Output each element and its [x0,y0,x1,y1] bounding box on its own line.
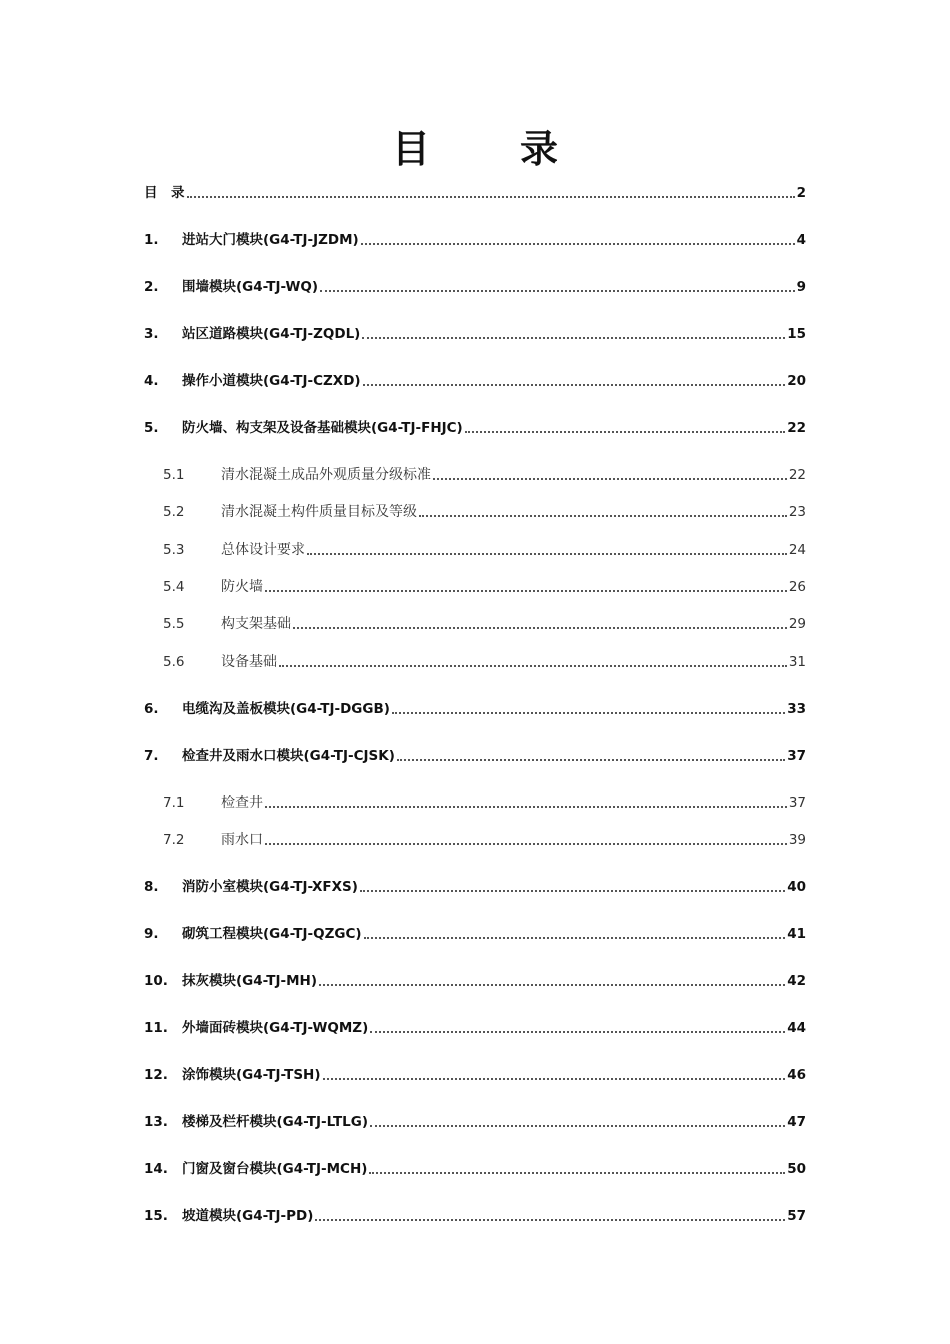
toc-entry-title: 抹灰模块(G4-TJ-MH) [182,973,317,989]
dot-leader [320,289,795,292]
dot-leader [370,1030,785,1033]
toc-entry-page: 40 [787,879,806,895]
toc-entry-page: 37 [787,748,806,764]
dot-leader [265,805,787,808]
toc-entry[interactable] [144,417,806,439]
toc-entry-page: 47 [787,1114,806,1130]
dot-leader [361,242,795,245]
toc-entry-number: 5.6 [163,654,185,670]
toc-entry-title: 坡道模块(G4-TJ-PD) [182,1208,314,1224]
toc-entry-page: 33 [787,701,806,717]
toc-entry[interactable] [144,1205,806,1227]
toc-entry-number: 7.1 [163,795,185,811]
toc-entry-number: 1. [144,232,159,248]
toc-entry-title: 防火墙 [221,579,263,595]
toc-entry-number: 15. [144,1208,168,1224]
dot-leader [293,626,787,629]
toc-entry-page: 46 [787,1067,806,1083]
toc-entry-title: 雨水口 [221,832,263,848]
toc-entry-page: 15 [787,326,806,342]
toc-entry-page: 57 [787,1208,806,1224]
toc-entry[interactable] [144,745,806,767]
toc-entry-title: 检查井及雨水口模块(G4-TJ-CJSK) [182,748,395,764]
toc-entry[interactable] [144,698,806,720]
toc-entry-number: 14. [144,1161,168,1177]
dot-leader [315,1218,785,1221]
dot-leader [323,1077,786,1080]
dot-leader [465,430,785,433]
dot-leader [319,983,785,986]
toc-entry[interactable] [163,576,806,598]
toc-entry-number: 5.5 [163,616,185,632]
dot-leader [392,711,785,714]
toc-entry-page: 31 [788,654,806,670]
dot-leader [362,336,785,339]
toc-entry-page: 2 [796,185,806,201]
toc-entry-title: 总体设计要求 [221,542,305,558]
toc-entry-title: 外墙面砖模块(G4-TJ-WQMZ) [182,1020,369,1036]
dot-leader [307,552,787,555]
toc-entry-number: 13. [144,1114,168,1130]
toc-entry-title: 站区道路模块(G4-TJ-ZQDL) [182,326,361,342]
toc-entry-number: 7. [144,748,159,764]
toc-entry-number: 2. [144,279,159,295]
toc-entry-number: 3. [144,326,159,342]
toc-entry-title: 砌筑工程模块(G4-TJ-QZGC) [182,926,362,942]
dot-leader [265,589,787,592]
dot-leader [369,1171,785,1174]
toc-entry-title: 围墙模块(G4-TJ-WQ) [182,279,319,295]
dot-leader [265,842,787,845]
toc-entry-title: 构支架基础 [221,616,291,632]
toc-entry[interactable] [144,970,806,992]
toc-entry[interactable] [144,1111,806,1133]
dot-leader [370,1124,785,1127]
toc-entry-number: 8. [144,879,159,895]
toc-entry-page: 42 [787,973,806,989]
toc-entry[interactable] [163,501,806,523]
toc-entry-title: 设备基础 [221,654,277,670]
toc-entry[interactable] [144,1064,806,1086]
toc-entry-page: 24 [788,542,806,558]
dot-leader [363,383,786,386]
toc-entry-title: 操作小道模块(G4-TJ-CZXD) [182,373,361,389]
toc-entry-page: 26 [788,579,806,595]
toc-entry-title: 消防小室模块(G4-TJ-XFXS) [182,879,358,895]
toc-entry[interactable] [163,651,806,673]
dot-leader [187,195,795,198]
dot-leader [279,664,787,667]
toc-entry-page: 41 [787,926,806,942]
toc-entry[interactable] [163,829,806,851]
toc-entry-number: 5.1 [163,467,185,483]
toc-entry-page: 29 [788,616,806,632]
toc-entry-page: 20 [787,373,806,389]
dot-leader [364,936,786,939]
toc-entry-number: 6. [144,701,159,717]
toc-entry-page: 37 [788,795,806,811]
toc-entry[interactable] [144,182,806,204]
toc-entry-number: 7.2 [163,832,185,848]
toc-entry[interactable] [144,876,806,898]
toc-entry-title: 防火墙、构支架及设备基础模块(G4-TJ-FHJC) [182,420,463,436]
toc-entry-title: 检查井 [221,795,263,811]
dot-leader [419,514,787,517]
toc-entry-page: 9 [796,279,806,295]
page-title: 目 录 [391,126,584,171]
toc-entry[interactable] [163,539,806,561]
toc-entry-page: 22 [788,467,806,483]
toc-entry-number: 11. [144,1020,168,1036]
toc-entry-number: 5.4 [163,579,185,595]
toc-entry-page: 4 [796,232,806,248]
toc-entry-number: 5.2 [163,504,185,520]
toc-entry-number: 12. [144,1067,168,1083]
toc-entry-page: 22 [787,420,806,436]
toc-entry[interactable] [163,613,806,635]
toc-entry-title: 进站大门模块(G4-TJ-JZDM) [182,232,359,248]
dot-leader [433,477,787,480]
toc-entry[interactable] [163,792,806,814]
toc-entry[interactable] [163,464,806,486]
dot-leader [397,758,785,761]
toc-entry-page: 50 [787,1161,806,1177]
toc-entry-page: 23 [788,504,806,520]
toc-entry-title: 楼梯及栏杆模块(G4-TJ-LTLG) [182,1114,369,1130]
toc-entry-page: 44 [787,1020,806,1036]
toc-entry[interactable] [144,229,806,251]
toc-entry-number: 9. [144,926,159,942]
toc-entry[interactable] [144,923,806,945]
toc-entry-number: 5. [144,420,159,436]
toc-entry-title: 涂饰模块(G4-TJ-TSH) [182,1067,321,1083]
toc-entry-number: 5.3 [163,542,185,558]
toc-entry-title: 目 录 [144,185,185,201]
toc-entry-number: 10. [144,973,168,989]
toc-entry[interactable] [144,323,806,345]
toc-entry[interactable] [144,370,806,392]
toc-entry-title: 清水混凝土构件质量目标及等级 [221,504,417,520]
toc-entry-title: 电缆沟及盖板模块(G4-TJ-DGGB) [182,701,390,717]
toc-entry[interactable] [144,276,806,298]
toc-entry-page: 39 [788,832,806,848]
dot-leader [360,889,785,892]
toc-entry-number: 4. [144,373,159,389]
toc-entry-title: 门窗及窗台模块(G4-TJ-MCH) [182,1161,368,1177]
toc-entry[interactable] [144,1017,806,1039]
toc-entry[interactable] [144,1158,806,1180]
toc-entry-title: 清水混凝土成品外观质量分级标准 [221,467,431,483]
